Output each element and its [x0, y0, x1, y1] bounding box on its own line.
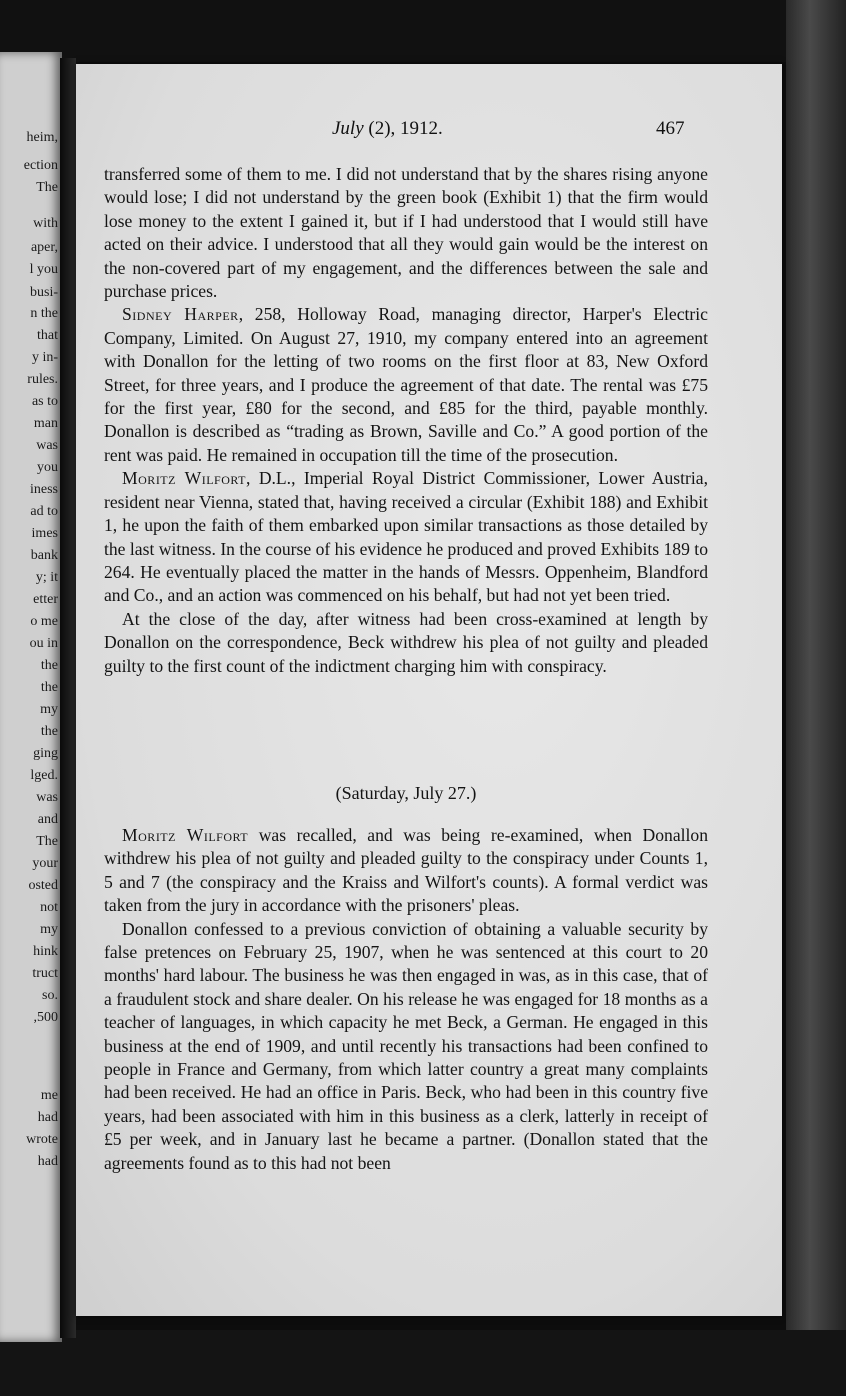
left-page-fragment: the	[40, 680, 58, 695]
left-page-fragment: so.	[42, 988, 58, 1003]
left-page-fragment: bank	[30, 548, 58, 563]
left-page-fragment: and	[37, 812, 58, 827]
left-page-fragment: the	[40, 658, 58, 673]
left-page-fragment: ad to	[30, 504, 58, 519]
paragraph: At the close of the day, after witness had been cross-examined at length by Donallon on the correspondence, Beck withdrew his plea of not guilty and pleaded guilty to the first count of the indictment charging him with conspiracy.	[104, 608, 708, 676]
body-section-2	[104, 824, 708, 1175]
left-page-fragment: rules.	[27, 372, 58, 387]
left-page-fragment: l you	[29, 262, 58, 277]
left-page-fragment: The	[36, 180, 58, 195]
left-page-fragment: o me	[30, 614, 58, 629]
left-page-fragment: had	[37, 1154, 58, 1169]
bottom-shadow	[0, 1330, 846, 1396]
witness-name: Sidney Harper	[122, 304, 239, 325]
left-page-fragment: heim,	[26, 130, 58, 145]
left-facing-page	[0, 52, 62, 1342]
left-page-fragment: ection	[23, 158, 58, 173]
left-page-fragment: hink	[33, 944, 58, 959]
left-page-fragment: truct	[32, 966, 58, 981]
paragraph: transferred some of them to me. I did not understand that by the shares rising anyone would lose; I did not understand by the green book (Exhibit 1) that the firm would lose money to the extent I gained it, but if I had understood that I would still have acted on their advice. I understood that all they would gain would be the interest on the non-covered part of my engagement, and the differences between the sale and purchase prices.	[104, 164, 708, 302]
left-page-fragment: imes	[31, 526, 58, 541]
left-page-fragment: osted	[28, 878, 58, 893]
left-page-fragment: as to	[31, 394, 58, 409]
running-header	[76, 118, 782, 148]
running-title: July (2), 1912.	[332, 118, 443, 139]
left-page-fragment: my	[40, 702, 58, 717]
left-page-fragment: man	[33, 416, 58, 431]
left-page-fragment: ,500	[33, 1010, 58, 1025]
left-page-fragment: y; it	[35, 570, 58, 585]
page-number: 467	[656, 118, 685, 139]
left-page-fragment: lged.	[30, 768, 58, 783]
paragraph: Sidney Harper, 258, Holloway Road, managing director, Harper's Electric Company, Limited. On August 27, 1910, my company entered into an agreement with Donallon for the letting of two rooms on the first floor at 83, New Oxford Street, for three years, and I produce the agreement of that date. The rental was £75 for the first year, £80 for the second, and £85 for the third, payable monthly. Donallon is described as “trading as Brown, Saville and Co.” A good portion of the rent was paid. He remained in occupation till the time of the prosecution.	[104, 304, 708, 465]
left-page-fragment: The	[36, 834, 58, 849]
left-page-fragment: you	[37, 460, 58, 475]
body-section-1	[104, 163, 708, 678]
top-shadow	[0, 0, 846, 62]
left-page-fragment: me	[40, 1088, 58, 1103]
left-page-fragment: had	[37, 1110, 58, 1125]
left-page-fragment: that	[37, 328, 58, 343]
paragraph: Moritz Wilfort was recalled, and was being re-examined, when Donallon withdrew his plea of not guilty and pleaded guilty to the conspiracy under Counts 1, 5 and 7 (the conspiracy and the Kraiss and Wilfort's counts). A formal verdict was taken from the jury in accordance with the prisoners' pleas.	[104, 825, 708, 916]
left-page-fragment: not	[40, 900, 58, 915]
left-page-fragment: iness	[30, 482, 58, 497]
left-page-fragment: your	[32, 856, 58, 871]
witness-name: Moritz Wilfort	[122, 825, 249, 845]
left-page-fragment: the	[40, 724, 58, 739]
left-page-fragment: n the	[30, 306, 58, 321]
book-gutter	[60, 58, 76, 1338]
left-page-fragment: was	[36, 790, 58, 805]
left-page-fragment: etter	[33, 592, 58, 607]
left-page-fragment: wrote	[26, 1132, 58, 1147]
paragraph: Donallon confessed to a previous conviction of obtaining a valuable security by false pretences on February 25, 1907, when he was sentenced at this court to 20 months' hard labour. The business he was then engaged in was, as in this case, that of a fraudulent stock and share dealer. On his release he was engaged for 18 months as a teacher of languages, in which capacity he met Beck, a German. He engaged in this business at the end of 1909, and until recently his transactions had been confined to people in France and Germany, from which latter country a great many complaints had been received. He had an office in Paris. Beck, who had been in this country five years, had been associated with him in this business as a clerk, latterly in receipt of £5 per week, and in January last he became a partner. (Donallon stated that the agreements found as to this had not been	[104, 918, 708, 1173]
left-page-fragment: was	[36, 438, 58, 453]
left-page-fragment: busi-	[30, 285, 58, 300]
book-edge	[786, 0, 846, 1396]
left-page-fragment: ging	[33, 746, 58, 761]
left-page-fragment: ou in	[29, 636, 58, 651]
left-page-fragment: aper,	[30, 240, 58, 255]
left-page-fragment: my	[40, 922, 58, 937]
witness-name: Moritz Wilfort	[122, 468, 246, 489]
left-page-fragment: with	[33, 216, 58, 231]
left-page-fragment: y in-	[31, 350, 58, 365]
date-heading: (Saturday, July 27.)	[335, 783, 477, 803]
paragraph: Moritz Wilfort, D.L., Imperial Royal District Commissioner, Lower Austria, resident near Vienna, stated that, having received a circular (Exhibit 188) and Exhibit 1, he upon the faith of them embarked upon similar transactions as those detailed by the last witness. In the course of his evidence he produced and proved Exhibits 189 to 264. He eventually placed the matter in the hands of Messrs. Oppenheim, Blandford and Co., and an action was commenced on his behalf, but had not yet been tried.	[104, 468, 708, 606]
